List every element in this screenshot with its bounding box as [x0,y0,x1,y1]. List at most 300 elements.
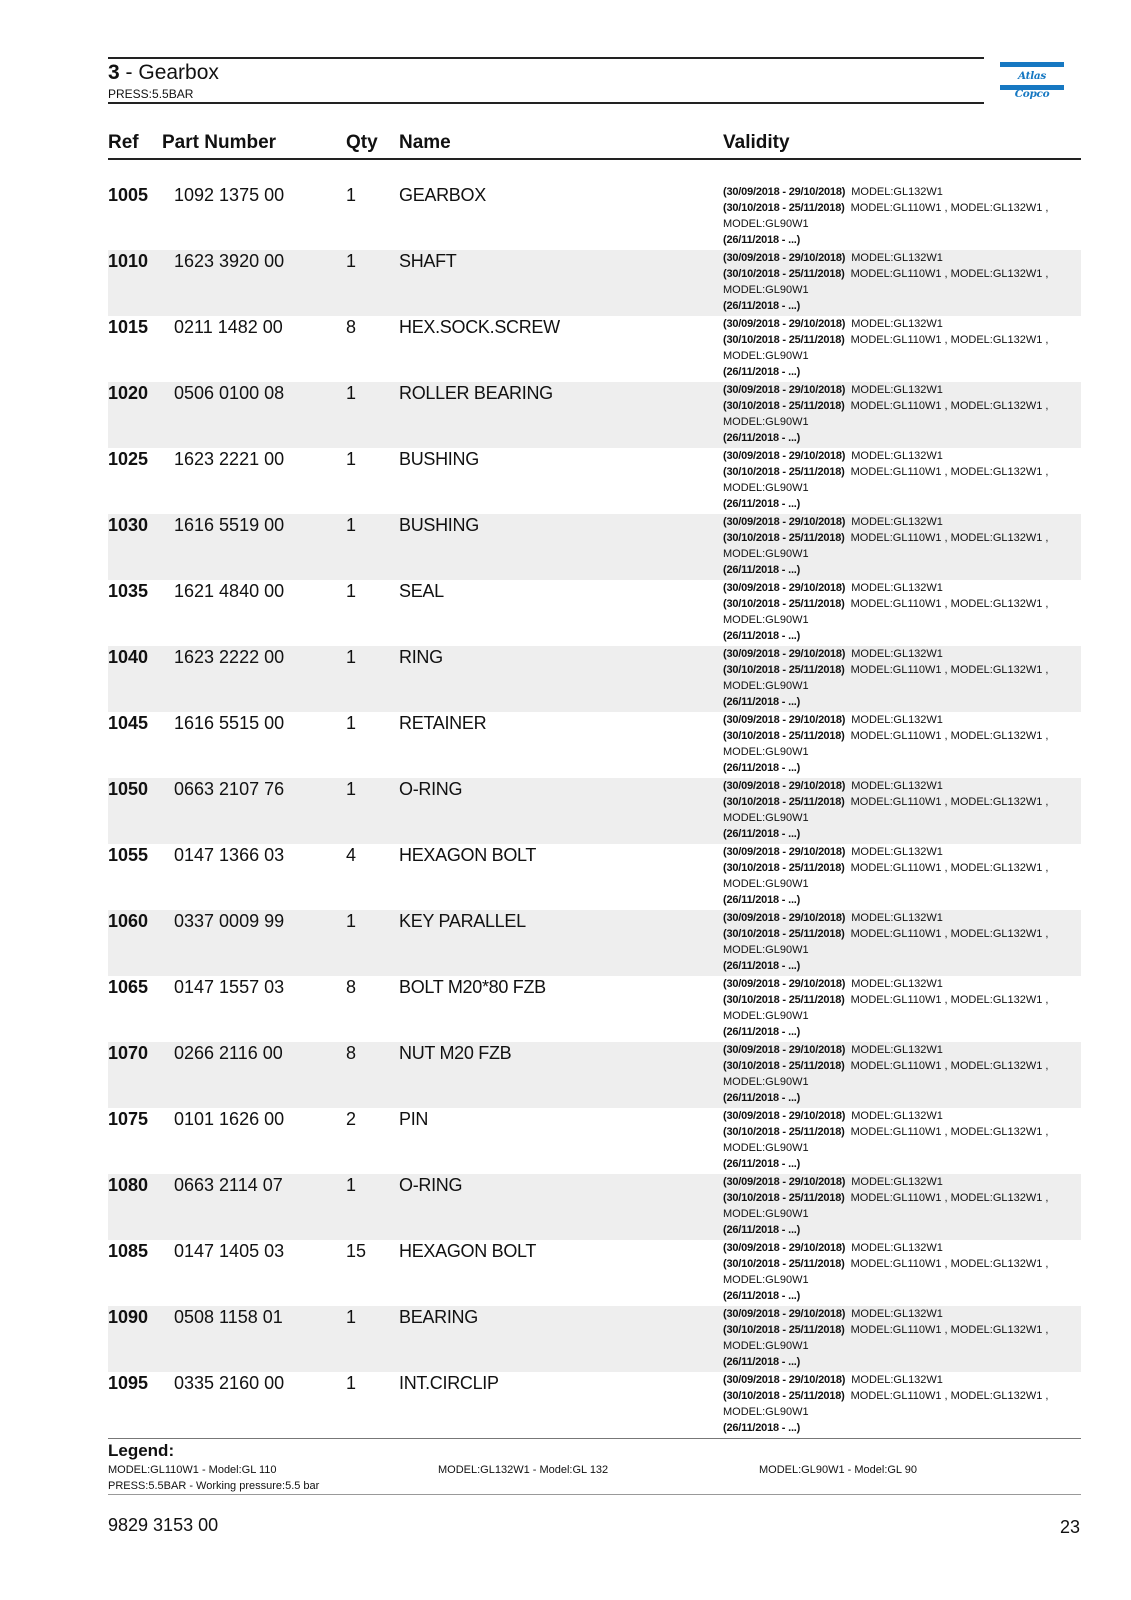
validity-date-range: (30/09/2018 - 29/10/2018) [723,252,846,264]
validity-date-range: (30/10/2018 - 25/11/2018) [723,1060,845,1072]
table-row [108,580,1081,646]
validity-date-range: (26/11/2018 - ...) [723,498,801,510]
validity-date-range: (30/09/2018 - 29/10/2018) [723,318,846,330]
validity-date-range: (26/11/2018 - ...) [723,1356,801,1368]
validity-date-range: (30/10/2018 - 25/11/2018) [723,1192,845,1204]
validity-model: MODEL:GL90W1 [723,350,809,362]
validity-model: MODEL:GL132W1 [851,450,943,462]
name-cell: HEXAGON BOLT [399,845,537,865]
qty-cell: 1 [346,1373,357,1393]
qty-cell: 4 [346,845,357,865]
parts-table [108,184,1081,1438]
qty-cell: 1 [346,1175,357,1195]
part-number-cell: 0335 2160 00 [174,1373,285,1393]
column-header-part-number: Part Number [162,132,277,153]
validity-line [723,316,1073,332]
table-row [108,1372,1081,1438]
qty-cell: 1 [346,1307,357,1327]
validity-date-range: (30/10/2018 - 25/11/2018) [723,532,845,544]
validity-date-range: (26/11/2018 - ...) [723,894,801,906]
ref-cell: 1025 [108,449,149,469]
qty-cell: 1 [346,449,357,469]
validity-line [723,1156,1073,1172]
qty-cell: 1 [346,713,357,733]
document-number: 9829 3153 00 [108,1515,219,1535]
validity-line [723,1024,1073,1040]
validity-model: MODEL:GL132W1 [851,252,943,264]
name-cell: BUSHING [399,515,479,535]
validity-model: MODEL:GL132W1 [851,582,943,594]
validity-model: MODEL:GL90W1 [723,746,809,758]
qty-cell: 1 [346,185,357,205]
validity-cell [723,316,1073,380]
qty-cell: 2 [346,1109,357,1129]
validity-cell [723,778,1073,842]
validity-line [723,430,1073,446]
validity-line [723,1372,1073,1388]
name-cell: RING [399,647,443,667]
validity-date-range: (30/09/2018 - 29/10/2018) [723,516,846,528]
validity-cell [723,646,1073,710]
validity-date-range: (30/09/2018 - 29/10/2018) [723,648,846,660]
column-header-ref: Ref [108,132,139,153]
validity-cell [723,1108,1073,1172]
validity-cell [723,976,1073,1040]
validity-date-range: (30/10/2018 - 25/11/2018) [723,994,845,1006]
validity-model: MODEL:GL90W1 [723,812,809,824]
validity-line [723,958,1073,974]
validity-line [723,628,1073,644]
validity-date-range: (30/10/2018 - 25/11/2018) [723,334,845,346]
name-cell: O-RING [399,779,463,799]
validity-date-range: (26/11/2018 - ...) [723,1290,801,1302]
validity-model: MODEL:GL90W1 [723,614,809,626]
validity-line [723,646,1073,662]
ref-cell: 1005 [108,185,149,205]
validity-line [723,332,1073,348]
validity-line [723,778,1073,794]
validity-date-range: (30/09/2018 - 29/10/2018) [723,450,846,462]
part-number-cell: 1621 4840 00 [174,581,285,601]
validity-date-range: (26/11/2018 - ...) [723,960,801,972]
validity-line [723,530,1073,546]
validity-line [723,1008,1073,1024]
validity-line [723,1404,1073,1420]
validity-date-range: (30/09/2018 - 29/10/2018) [723,1374,846,1386]
validity-line [723,1354,1073,1370]
validity-model: MODEL:GL132W1 [851,318,943,330]
validity-line [723,282,1073,298]
validity-model: MODEL:GL132W1 [851,648,943,660]
validity-date-range: (26/11/2018 - ...) [723,300,801,312]
validity-date-range: (30/10/2018 - 25/11/2018) [723,730,845,742]
table-row [108,1108,1081,1174]
ref-cell: 1090 [108,1307,149,1327]
part-number-cell: 0211 1482 00 [174,317,283,337]
ref-cell: 1060 [108,911,149,931]
part-number-cell: 1616 5515 00 [174,713,285,733]
validity-model: MODEL:GL110W1 , MODEL:GL132W1 , [850,1324,1049,1336]
validity-date-range: (30/10/2018 - 25/11/2018) [723,268,845,280]
validity-cell [723,1240,1073,1304]
table-row [108,976,1081,1042]
part-number-cell: 0508 1158 01 [174,1307,283,1327]
page-title: 3 - Gearbox [108,61,219,84]
validity-line [723,1074,1073,1090]
column-header-name: Name [399,132,451,153]
validity-model: MODEL:GL132W1 [851,1308,943,1320]
name-cell: KEY PARALLEL [399,911,526,931]
ref-cell: 1035 [108,581,149,601]
table-row [108,1042,1081,1108]
name-cell: HEXAGON BOLT [399,1241,537,1261]
validity-line [723,1288,1073,1304]
validity-date-range: (30/09/2018 - 29/10/2018) [723,912,846,924]
validity-date-range: (30/09/2018 - 29/10/2018) [723,714,846,726]
ref-cell: 1050 [108,779,149,799]
validity-date-range: (30/09/2018 - 29/10/2018) [723,1110,846,1122]
validity-model: MODEL:GL110W1 , MODEL:GL132W1 , [850,1258,1049,1270]
validity-line [723,794,1073,810]
validity-model: MODEL:GL90W1 [723,1340,809,1352]
validity-model: MODEL:GL90W1 [723,878,809,890]
validity-line [723,612,1073,628]
name-cell: GEARBOX [399,185,486,205]
part-number-cell: 0147 1557 03 [174,977,285,997]
validity-model: MODEL:GL110W1 , MODEL:GL132W1 , [850,928,1049,940]
validity-model: MODEL:GL110W1 , MODEL:GL132W1 , [850,796,1049,808]
table-row [108,1306,1081,1372]
validity-date-range: (26/11/2018 - ...) [723,366,801,378]
validity-line [723,1140,1073,1156]
validity-cell [723,1306,1073,1370]
validity-line [723,580,1073,596]
validity-date-range: (30/10/2018 - 25/11/2018) [723,1258,845,1270]
part-number-cell: 0663 2114 07 [174,1175,283,1195]
name-cell: PIN [399,1109,429,1129]
table-row [108,184,1081,250]
validity-model: MODEL:GL132W1 [851,1374,943,1386]
column-header-validity: Validity [723,132,790,153]
validity-date-range: (30/10/2018 - 25/11/2018) [723,796,845,808]
validity-line [723,184,1073,200]
name-cell: SEAL [399,581,444,601]
validity-date-range: (30/10/2018 - 25/11/2018) [723,400,845,412]
ref-cell: 1030 [108,515,149,535]
validity-model: MODEL:GL90W1 [723,416,809,428]
ref-cell: 1095 [108,1373,149,1393]
qty-cell: 1 [346,647,357,667]
validity-date-range: (26/11/2018 - ...) [723,1158,801,1170]
validity-line [723,250,1073,266]
validity-model: MODEL:GL132W1 [851,846,943,858]
validity-line [723,1222,1073,1238]
name-cell: SHAFT [399,251,457,271]
validity-model: MODEL:GL132W1 [851,1110,943,1122]
page-header [108,57,984,102]
column-header-qty: Qty [346,132,378,153]
header-top-rule [108,57,984,59]
ref-cell: 1085 [108,1241,149,1261]
validity-date-range: (30/09/2018 - 29/10/2018) [723,1242,846,1254]
validity-date-range: (30/09/2018 - 29/10/2018) [723,1176,846,1188]
legend-item: PRESS:5.5BAR - Working pressure:5.5 bar [108,1480,320,1492]
validity-model: MODEL:GL132W1 [851,780,943,792]
validity-date-range: (26/11/2018 - ...) [723,1422,801,1434]
validity-date-range: (30/09/2018 - 29/10/2018) [723,582,846,594]
table-row [108,514,1081,580]
validity-line [723,844,1073,860]
qty-cell: 8 [346,1043,357,1063]
validity-cell [723,448,1073,512]
ref-cell: 1065 [108,977,149,997]
part-number-cell: 0506 0100 08 [174,383,285,403]
validity-date-range: (30/09/2018 - 29/10/2018) [723,1044,846,1056]
qty-cell: 1 [346,515,357,535]
validity-cell [723,844,1073,908]
validity-line [723,398,1073,414]
ref-cell: 1080 [108,1175,149,1195]
validity-line [723,1174,1073,1190]
table-end-rule [108,1438,1081,1439]
part-number-cell: 1092 1375 00 [174,185,285,205]
part-number-cell: 0101 1626 00 [174,1109,285,1129]
ref-cell: 1055 [108,845,149,865]
table-row [108,316,1081,382]
validity-model: MODEL:GL110W1 , MODEL:GL132W1 , [850,1126,1049,1138]
validity-model: MODEL:GL90W1 [723,284,809,296]
table-row [108,712,1081,778]
validity-date-range: (30/10/2018 - 25/11/2018) [723,664,845,676]
validity-line [723,266,1073,282]
name-cell: O-RING [399,1175,463,1195]
qty-cell: 1 [346,581,357,601]
validity-line [723,694,1073,710]
section-number: 3 [108,61,120,84]
validity-model: MODEL:GL110W1 , MODEL:GL132W1 , [850,334,1049,346]
validity-cell [723,184,1073,248]
validity-line [723,992,1073,1008]
validity-line [723,1206,1073,1222]
ref-cell: 1040 [108,647,149,667]
validity-line [723,662,1073,678]
part-number-cell: 1623 3920 00 [174,251,285,271]
validity-date-range: (26/11/2018 - ...) [723,564,801,576]
validity-model: MODEL:GL90W1 [723,1010,809,1022]
validity-line [723,200,1073,216]
part-number-cell: 0147 1405 03 [174,1241,285,1261]
validity-model: MODEL:GL90W1 [723,1406,809,1418]
validity-line [723,216,1073,232]
validity-line [723,1322,1073,1338]
validity-model: MODEL:GL132W1 [851,1242,943,1254]
validity-date-range: (30/10/2018 - 25/11/2018) [723,1324,845,1336]
validity-model: MODEL:GL132W1 [851,384,943,396]
validity-line [723,1042,1073,1058]
validity-date-range: (30/10/2018 - 25/11/2018) [723,1126,845,1138]
validity-cell [723,1372,1073,1436]
validity-cell [723,712,1073,776]
validity-model: MODEL:GL110W1 , MODEL:GL132W1 , [850,994,1049,1006]
validity-line [723,382,1073,398]
qty-cell: 15 [346,1241,367,1261]
validity-date-range: (26/11/2018 - ...) [723,630,801,642]
validity-cell [723,580,1073,644]
column-header-rule [108,158,1081,160]
legend-item: MODEL:GL90W1 - Model:GL 90 [759,1464,917,1476]
validity-line [723,876,1073,892]
qty-cell: 8 [346,317,357,337]
validity-line [723,860,1073,876]
validity-model: MODEL:GL90W1 [723,1274,809,1286]
validity-model: MODEL:GL90W1 [723,680,809,692]
part-number-cell: 1623 2221 00 [174,449,285,469]
validity-model: MODEL:GL110W1 , MODEL:GL132W1 , [850,1390,1049,1402]
name-cell: BEARING [399,1307,478,1327]
page-subtitle: PRESS:5.5BAR [108,87,194,101]
validity-model: MODEL:GL132W1 [851,714,943,726]
legend-item: MODEL:GL132W1 - Model:GL 132 [438,1464,609,1476]
validity-model: MODEL:GL132W1 [851,186,943,198]
validity-model: MODEL:GL110W1 , MODEL:GL132W1 , [850,598,1049,610]
validity-model: MODEL:GL132W1 [851,912,943,924]
validity-date-range: (30/09/2018 - 29/10/2018) [723,780,846,792]
validity-date-range: (26/11/2018 - ...) [723,432,801,444]
validity-cell [723,910,1073,974]
validity-line [723,826,1073,842]
ref-cell: 1070 [108,1043,149,1063]
validity-line [723,1420,1073,1436]
validity-line [723,810,1073,826]
qty-cell: 1 [346,383,357,403]
part-number-cell: 1623 2222 00 [174,647,285,667]
ref-cell: 1015 [108,317,149,337]
validity-model: MODEL:GL110W1 , MODEL:GL132W1 , [850,202,1049,214]
validity-line [723,926,1073,942]
validity-model: MODEL:GL132W1 [851,978,943,990]
validity-model: MODEL:GL110W1 , MODEL:GL132W1 , [850,400,1049,412]
validity-line [723,1388,1073,1404]
validity-date-range: (30/10/2018 - 25/11/2018) [723,928,845,940]
name-cell: ROLLER BEARING [399,383,553,403]
validity-date-range: (30/10/2018 - 25/11/2018) [723,862,845,874]
validity-date-range: (26/11/2018 - ...) [723,1092,801,1104]
validity-line [723,596,1073,612]
validity-line [723,414,1073,430]
validity-line [723,712,1073,728]
validity-line [723,232,1073,248]
validity-cell [723,514,1073,578]
validity-date-range: (30/09/2018 - 29/10/2018) [723,186,846,198]
header-bottom-rule [108,102,984,104]
ref-cell: 1045 [108,713,149,733]
validity-model: MODEL:GL90W1 [723,218,809,230]
validity-model: MODEL:GL110W1 , MODEL:GL132W1 , [850,466,1049,478]
validity-date-range: (30/10/2018 - 25/11/2018) [723,598,845,610]
validity-line [723,1108,1073,1124]
name-cell: INT.CIRCLIP [399,1373,499,1393]
validity-line [723,464,1073,480]
validity-model: MODEL:GL110W1 , MODEL:GL132W1 , [850,730,1049,742]
validity-line [723,1190,1073,1206]
name-cell: BUSHING [399,449,479,469]
qty-cell: 1 [346,911,357,931]
validity-date-range: (26/11/2018 - ...) [723,762,801,774]
qty-cell: 1 [346,251,357,271]
validity-line [723,298,1073,314]
validity-line [723,546,1073,562]
legend-title: Legend: [108,1441,175,1460]
table-row [108,382,1081,448]
validity-line [723,496,1073,512]
validity-line [723,678,1073,694]
validity-line [723,1272,1073,1288]
table-row [108,844,1081,910]
validity-line [723,942,1073,958]
validity-line [723,348,1073,364]
validity-line [723,562,1073,578]
section-title: Gearbox [138,61,219,84]
validity-date-range: (26/11/2018 - ...) [723,696,801,708]
table-row [108,910,1081,976]
ref-cell: 1010 [108,251,149,271]
validity-cell [723,1042,1073,1106]
qty-cell: 1 [346,779,357,799]
footer-rule [108,1494,1081,1495]
legend-item: MODEL:GL110W1 - Model:GL 110 [108,1464,277,1476]
validity-date-range: (30/10/2018 - 25/11/2018) [723,202,845,214]
name-cell: RETAINER [399,713,487,733]
validity-line [723,1240,1073,1256]
validity-cell [723,250,1073,314]
validity-model: MODEL:GL90W1 [723,548,809,560]
validity-line [723,1090,1073,1106]
table-row [108,778,1081,844]
part-number-cell: 0266 2116 00 [174,1043,283,1063]
validity-model: MODEL:GL90W1 [723,944,809,956]
qty-cell: 8 [346,977,357,997]
logo-text: Atlas Copco [1014,70,1050,100]
table-row [108,646,1081,712]
ref-cell: 1075 [108,1109,149,1129]
validity-model: MODEL:GL110W1 , MODEL:GL132W1 , [850,268,1049,280]
validity-line [723,1256,1073,1272]
validity-model: MODEL:GL110W1 , MODEL:GL132W1 , [850,664,1049,676]
validity-model: MODEL:GL110W1 , MODEL:GL132W1 , [850,862,1049,874]
validity-date-range: (30/09/2018 - 29/10/2018) [723,384,846,396]
validity-line [723,1124,1073,1140]
validity-line [723,744,1073,760]
validity-line [723,514,1073,530]
validity-model: MODEL:GL132W1 [851,1176,943,1188]
page-number: 23 [1060,1517,1081,1537]
validity-line [723,892,1073,908]
part-number-cell: 1616 5519 00 [174,515,285,535]
validity-date-range: (26/11/2018 - ...) [723,1224,801,1236]
validity-line [723,480,1073,496]
validity-line [723,1338,1073,1354]
table-row [108,448,1081,514]
validity-model: MODEL:GL132W1 [851,516,943,528]
table-row [108,250,1081,316]
validity-model: MODEL:GL90W1 [723,1142,809,1154]
validity-line [723,1306,1073,1322]
ref-cell: 1020 [108,383,149,403]
part-number-cell: 0337 0009 99 [174,911,285,931]
validity-model: MODEL:GL110W1 , MODEL:GL132W1 , [850,1060,1049,1072]
name-cell: NUT M20 FZB [399,1043,512,1063]
validity-line [723,448,1073,464]
